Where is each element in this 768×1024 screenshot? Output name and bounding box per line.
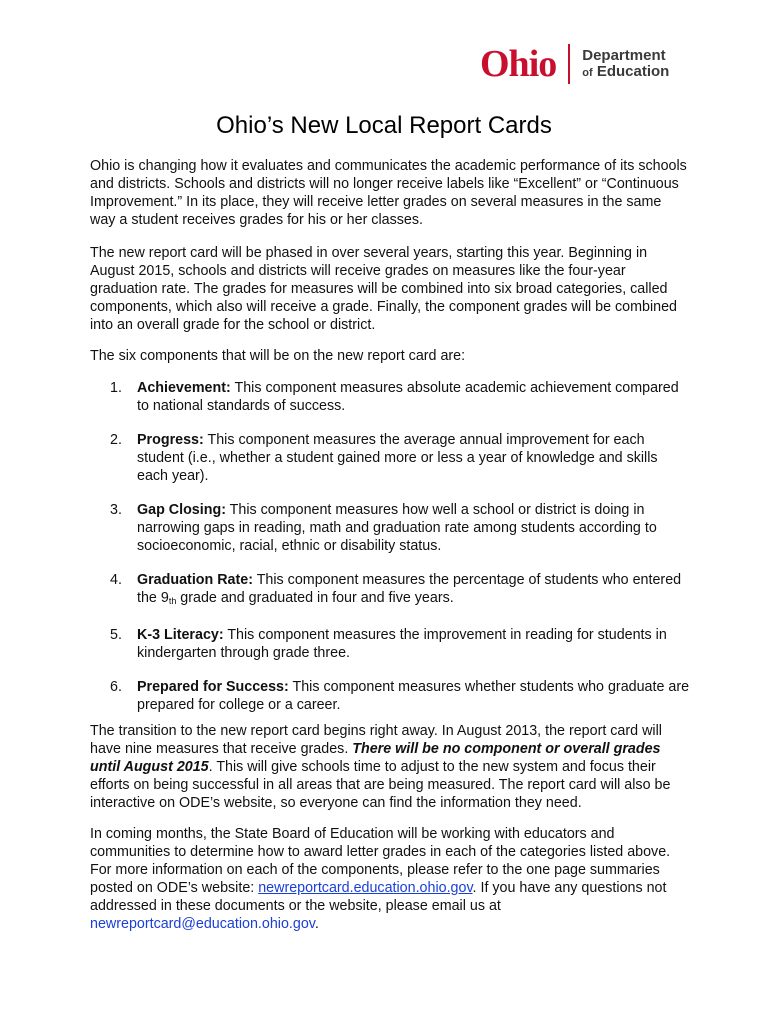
logo-divider [568, 44, 570, 84]
contact-text-b: . If you have any questions not addressed in these documents or the website, please email us at [90, 880, 667, 914]
contact-paragraph [90, 825, 690, 933]
list-item-heading: Gap Closing: [137, 502, 226, 518]
list-item-heading: Progress: [137, 432, 204, 448]
list-item [110, 501, 690, 555]
components-intro-paragraph: The six components that will be on the new report card are: [90, 348, 466, 364]
website-link[interactable]: newreportcard.education.ohio.gov [258, 880, 473, 896]
list-item-heading: Achievement: [137, 380, 231, 396]
list-item-text-cont: grade and graduated in four and five years. [176, 590, 454, 606]
transition-text-b: . This will give schools time to adjust to the new system and focus their efforts on being successful in all areas that are being measured. The report card will also be interactive on ODE’s website, so everyone can find the information they need. [90, 759, 671, 811]
contact-text-c: . [314, 916, 319, 932]
list-item-text: This component measures the percentage of students who entered the 9 [137, 572, 682, 606]
contact-text-a: In coming months, the State Board of Education will be working with educators and communities to determine how to award letter grades in each of the categories listed above. For more information on each of the components, please refer to the one page summaries posted on ODE’s website: [90, 826, 671, 896]
email-link[interactable]: newreportcard@education.ohio.gov [90, 916, 315, 932]
logo-dept-line1: Department [582, 47, 666, 65]
list-item-heading: Graduation Rate: [137, 572, 253, 588]
page-title: Ohio’s New Local Report Cards [216, 112, 552, 139]
list-item-number: 1. [110, 380, 122, 396]
logo-wordmark: Ohio [480, 43, 557, 85]
list-item-heading: Prepared for Success: [137, 679, 289, 695]
list-item-text: This component measures the improvement in reading for students in kindergarten through grade three. [137, 627, 667, 661]
list-item-text: This component measures how well a school or district is doing in narrowing gaps in reading, math and graduation rate among students according to socioeconomic, racial, ethnic or disability status. [137, 502, 657, 554]
list-item-heading: K-3 Literacy: [137, 627, 224, 643]
transition-paragraph [90, 722, 690, 812]
list-item-number: 4. [110, 572, 122, 588]
logo-dept-line2 [582, 64, 669, 80]
list-item-number: 2. [110, 432, 122, 448]
logo-dept-of: of [582, 67, 593, 79]
list-item-number: 3. [110, 502, 122, 518]
transition-emphasis: There will be no component or overall grades until August 2015 [90, 741, 661, 775]
list-item [110, 626, 690, 662]
list-item-text: This component measures whether students who graduate are prepared for college or a career. [137, 679, 690, 713]
components-list [110, 379, 690, 730]
transition-text-a: The transition to the new report card begins right away. In August 2013, the report card will have nine measures that receive grades. [90, 723, 662, 757]
list-item-number: 5. [110, 627, 122, 643]
logo-dept-education: Education [596, 63, 670, 80]
list-item [110, 431, 690, 485]
list-item-number: 6. [110, 679, 122, 695]
intro-paragraph: Ohio is changing how it evaluates and communicates the academic performance of its schools and districts. Schools and districts will no longer receive labels like “Excellent” or “Continuous Improvement.” In its place, they will receive letter grades on several measures in the same way a student receives grades for his or her classes. [90, 158, 687, 228]
list-item-text: This component measures the average annual improvement for each student (i.e., whether a student gained more or less a year of knowledge and skills each year). [137, 432, 658, 484]
phase-in-paragraph: The new report card will be phased in over several years, starting this year. Beginning in August 2015, schools and districts will receive grades on measures like the four-year graduation rate. The grades for measures will be combined into six broad categories, called components, which also will receive a grade. Finally, the component grades will be combined into an overall grade for the school or district. [90, 245, 678, 333]
list-item [110, 571, 690, 610]
list-item-text: This component measures absolute academic achievement compared to national standards of success. [137, 380, 679, 414]
logo-department-text [582, 48, 669, 80]
ohio-department-of-education-logo [480, 44, 669, 84]
list-item [110, 379, 690, 415]
list-item [110, 678, 690, 714]
ordinal-suffix: th [168, 596, 177, 606]
